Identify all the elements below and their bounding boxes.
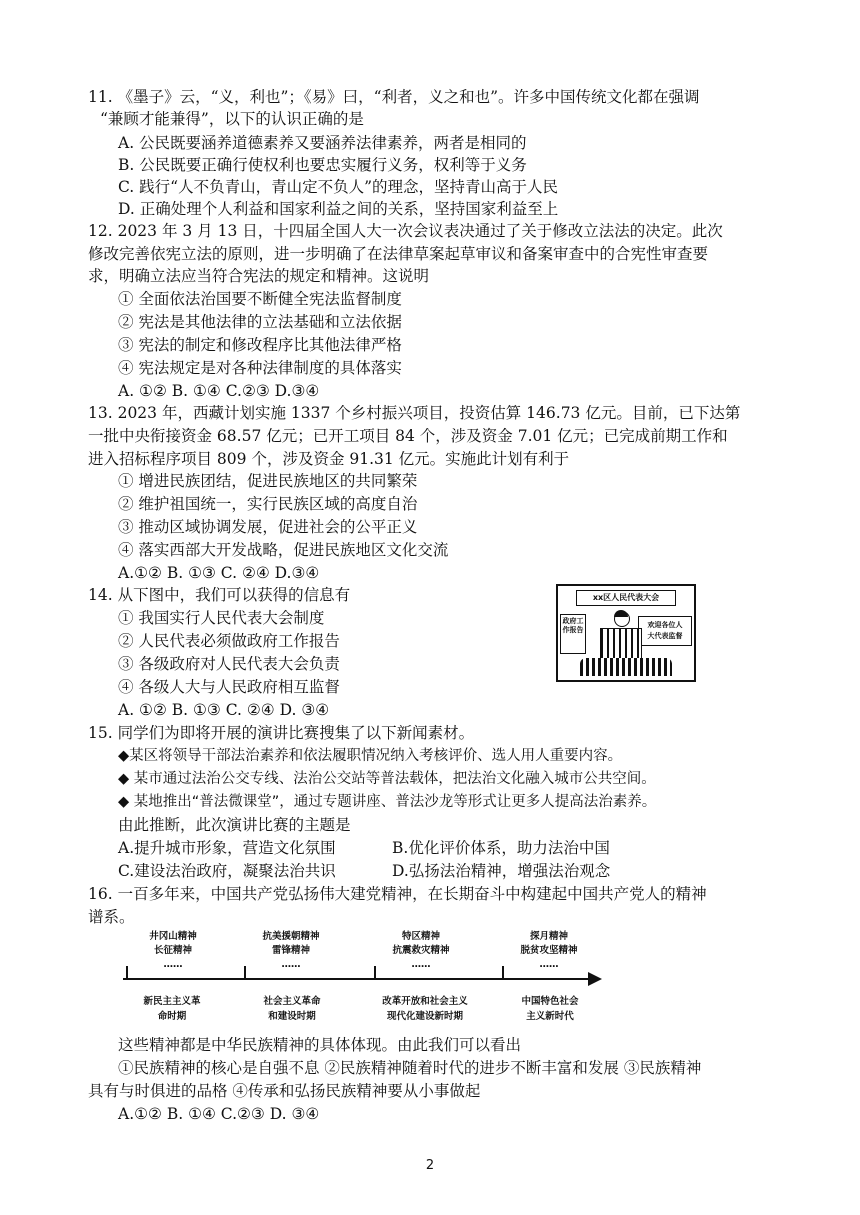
q14-choices: A. ①② B. ①③ C. ②④ D. ③④: [118, 701, 330, 719]
q11-stem-line1: 11. 《墨子》云，“义，利也”；《易》曰，“利者，义之和也”。许多中国传统文化都在强调: [88, 88, 700, 106]
timeline-bottom-2: [232, 994, 352, 1024]
q15-option-c: C.建设法治政府，凝聚法治共识: [118, 862, 336, 880]
q12-item-4: ④ 宪法规定是对各种法律制度的具体落实: [118, 359, 402, 377]
timeline-bottom-3-b: 现代化建设新时期: [386, 1011, 463, 1022]
cartoon-right-sign-line2: 大代表监督: [647, 632, 683, 640]
timeline-tick: [374, 966, 376, 980]
q12-item-2: ② 宪法是其他法律的立法基础和立法依据: [118, 313, 402, 331]
q13-stem-line2: 一批中央衔接资金 68.57 亿元；已开工项目 84 个，涉及资金 7.01 亿元；已完成前期工作和: [88, 427, 728, 445]
timeline-top-2-c: ……: [281, 959, 301, 970]
cartoon-right-sign-line1: 欢迎各位人: [647, 621, 683, 629]
timeline-top-1-a: 井冈山精神: [149, 931, 197, 942]
timeline-top-2-a: 抗美援朝精神: [262, 931, 320, 942]
q13-item-2: ② 维护祖国统一，实行民族区域的高度自治: [118, 495, 418, 513]
q12-stem-line1: 12. 2023 年 3 月 13 日，十四届全国人大一次会议表决通过了关于修改立法法的决定。此次: [88, 222, 723, 240]
timeline-top-3: [366, 930, 476, 972]
q15-option-b: B.优化评价体系，助力法治中国: [392, 839, 610, 857]
timeline-tick: [502, 966, 504, 980]
timeline-top-4-a: 探月精神: [529, 931, 568, 942]
timeline-bottom-4-b: 主义新时代: [526, 1011, 574, 1022]
q15-lead: 由此推断，此次演讲比赛的主题是: [118, 816, 351, 834]
timeline-top-1-c: ……: [163, 959, 183, 970]
q13-item-3: ③ 推动区域协调发展，促进社会的公平正义: [118, 518, 418, 536]
timeline-top-1-b: 长征精神: [153, 945, 192, 956]
q11-option-b: B. 公民既要正确行使权利也要忠实履行义务，权利等于义务: [118, 156, 527, 174]
spirit-timeline: [118, 930, 608, 1028]
timeline-arrow-icon: [588, 972, 602, 986]
timeline-top-2-b: 雷锋精神: [271, 945, 310, 956]
q15-bullet-2: ◆ 某市通过法治公交专线、法治公交站等普法载体，把法治文化融入城市公共空间。: [118, 771, 656, 787]
timeline-bottom-2-a: 社会主义革命: [263, 996, 321, 1007]
timeline-bottom-2-b: 和建设时期: [268, 1011, 316, 1022]
timeline-top-4-c: ……: [539, 959, 559, 970]
timeline-bottom-4-a: 中国特色社会: [521, 996, 579, 1007]
q16-stem-line1: 16. 一百多年来，中国共产党弘扬伟大建党精神，在长期奋斗中构建起中国共产党人的精神: [88, 885, 707, 903]
timeline-tick: [244, 966, 246, 980]
q14-item-3: ③ 各级政府对人民代表大会负责: [118, 655, 340, 673]
q11-stem-line2: “兼顾才能兼得”，以下的认识正确的是: [100, 110, 364, 128]
q12-stem-line2: 修改完善依宪立法的原则，进一步明确了在法律草案起草审议和备案审查中的合宪性审查要: [88, 245, 709, 263]
q11-option-d: D. 正确处理个人利益和国家利益之间的关系，坚持国家利益至上: [118, 200, 559, 218]
timeline-top-3-a: 特区精神: [401, 931, 440, 942]
q16-choices: A.①② B. ①④ C.②③ D. ③④: [118, 1105, 320, 1123]
q15-stem: 15. 同学们为即将开展的演讲比赛搜集了以下新闻素材。: [88, 724, 475, 742]
q14-cartoon: [556, 584, 696, 682]
q12-choices: A. ①② B. ①④ C.②③ D.③④: [118, 382, 320, 400]
podium-icon: [600, 628, 642, 660]
q13-choices: A.①② B. ①③ C. ②④ D.③④: [118, 564, 320, 582]
timeline-bottom-1-b: 命时期: [157, 1011, 187, 1022]
cartoon-left-sign: 政府工作报告: [560, 614, 586, 654]
q11-option-c: C. 践行“人不负青山，青山定不负人”的理念，坚持青山高于人民: [118, 178, 559, 196]
timeline-top-4: [494, 930, 604, 972]
cartoon-right-sign: [638, 616, 692, 646]
q14-item-2: ② 人民代表必须做政府工作报告: [118, 632, 340, 650]
page-number: 2: [425, 1158, 435, 1173]
timeline-bottom-3-a: 改革开放和社会主义: [382, 996, 468, 1007]
q16-items-line1: ①民族精神的核心是自强不息 ②民族精神随着时代的进步不断丰富和发展 ③民族精神: [118, 1059, 702, 1077]
q15-bullet-1: ◆某区将领导干部法治素养和依法履职情况纳入考核评价、选人用人重要内容。: [118, 748, 623, 764]
timeline-top-2: [236, 930, 346, 972]
q12-item-1: ① 全面依法治国要不断健全宪法监督制度: [118, 290, 402, 308]
audience-icon: [580, 658, 672, 676]
speaker-hair-icon: [614, 610, 628, 617]
q16-lead: 这些精神都是中华民族精神的具体体现。由此我们可以看出: [118, 1036, 522, 1054]
timeline-bottom-1: [112, 994, 232, 1024]
q13-stem-line1: 13. 2023 年，西藏计划实施 1337 个乡村振兴项目，投资估算 146.73 亿元。目前，已下达第: [88, 404, 741, 422]
cartoon-banner: xx区人民代表大会: [576, 590, 676, 606]
q15-option-a: A.提升城市形象，营造文化氛围: [118, 839, 336, 857]
q16-stem-line2: 谱系。: [88, 908, 135, 926]
q14-item-1: ① 我国实行人民代表大会制度: [118, 609, 325, 627]
q12-stem-line3: 求，明确立法应当符合宪法的规定和精神。这说明: [88, 267, 430, 285]
timeline-top-3-b: 抗震救灾精神: [392, 945, 450, 956]
q12-item-3: ③ 宪法的制定和修改程序比其他法律严格: [118, 336, 402, 354]
q13-stem-line3: 进入招标程序项目 809 个，涉及资金 91.31 亿元。实施此计划有利于: [88, 450, 570, 468]
timeline-bottom-1-a: 新民主主义革: [143, 996, 201, 1007]
q14-item-4: ④ 各级人大与人民政府相互监督: [118, 678, 340, 696]
q13-item-4: ④ 落实西部大开发战略，促进民族地区文化交流: [118, 541, 449, 559]
q15-option-d: D.弘扬法治精神，增强法治观念: [392, 862, 611, 880]
q13-item-1: ① 增进民族团结，促进民族地区的共同繁荣: [118, 472, 418, 490]
timeline-top-4-b: 脱贫攻坚精神: [520, 945, 578, 956]
timeline-tick: [126, 966, 128, 980]
q16-items-line2: 具有与时俱进的品格 ④传承和弘扬民族精神要从小事做起: [88, 1082, 481, 1100]
timeline-bottom-4: [490, 994, 610, 1024]
q14-stem: 14. 从下图中，我们可以获得的信息有: [88, 586, 351, 604]
timeline-bottom-3: [360, 994, 490, 1024]
timeline-top-3-c: ……: [411, 959, 431, 970]
q15-bullet-3: ◆ 某地推出“普法微课堂”，通过专题讲座、普法沙龙等形式让更多人提高法治素养。: [118, 794, 657, 810]
q11-option-a: A. 公民既要涵养道德素养又要涵养法律素养，两者是相同的: [118, 134, 527, 152]
timeline-top-1: [118, 930, 228, 972]
timeline-axis: [123, 978, 593, 980]
